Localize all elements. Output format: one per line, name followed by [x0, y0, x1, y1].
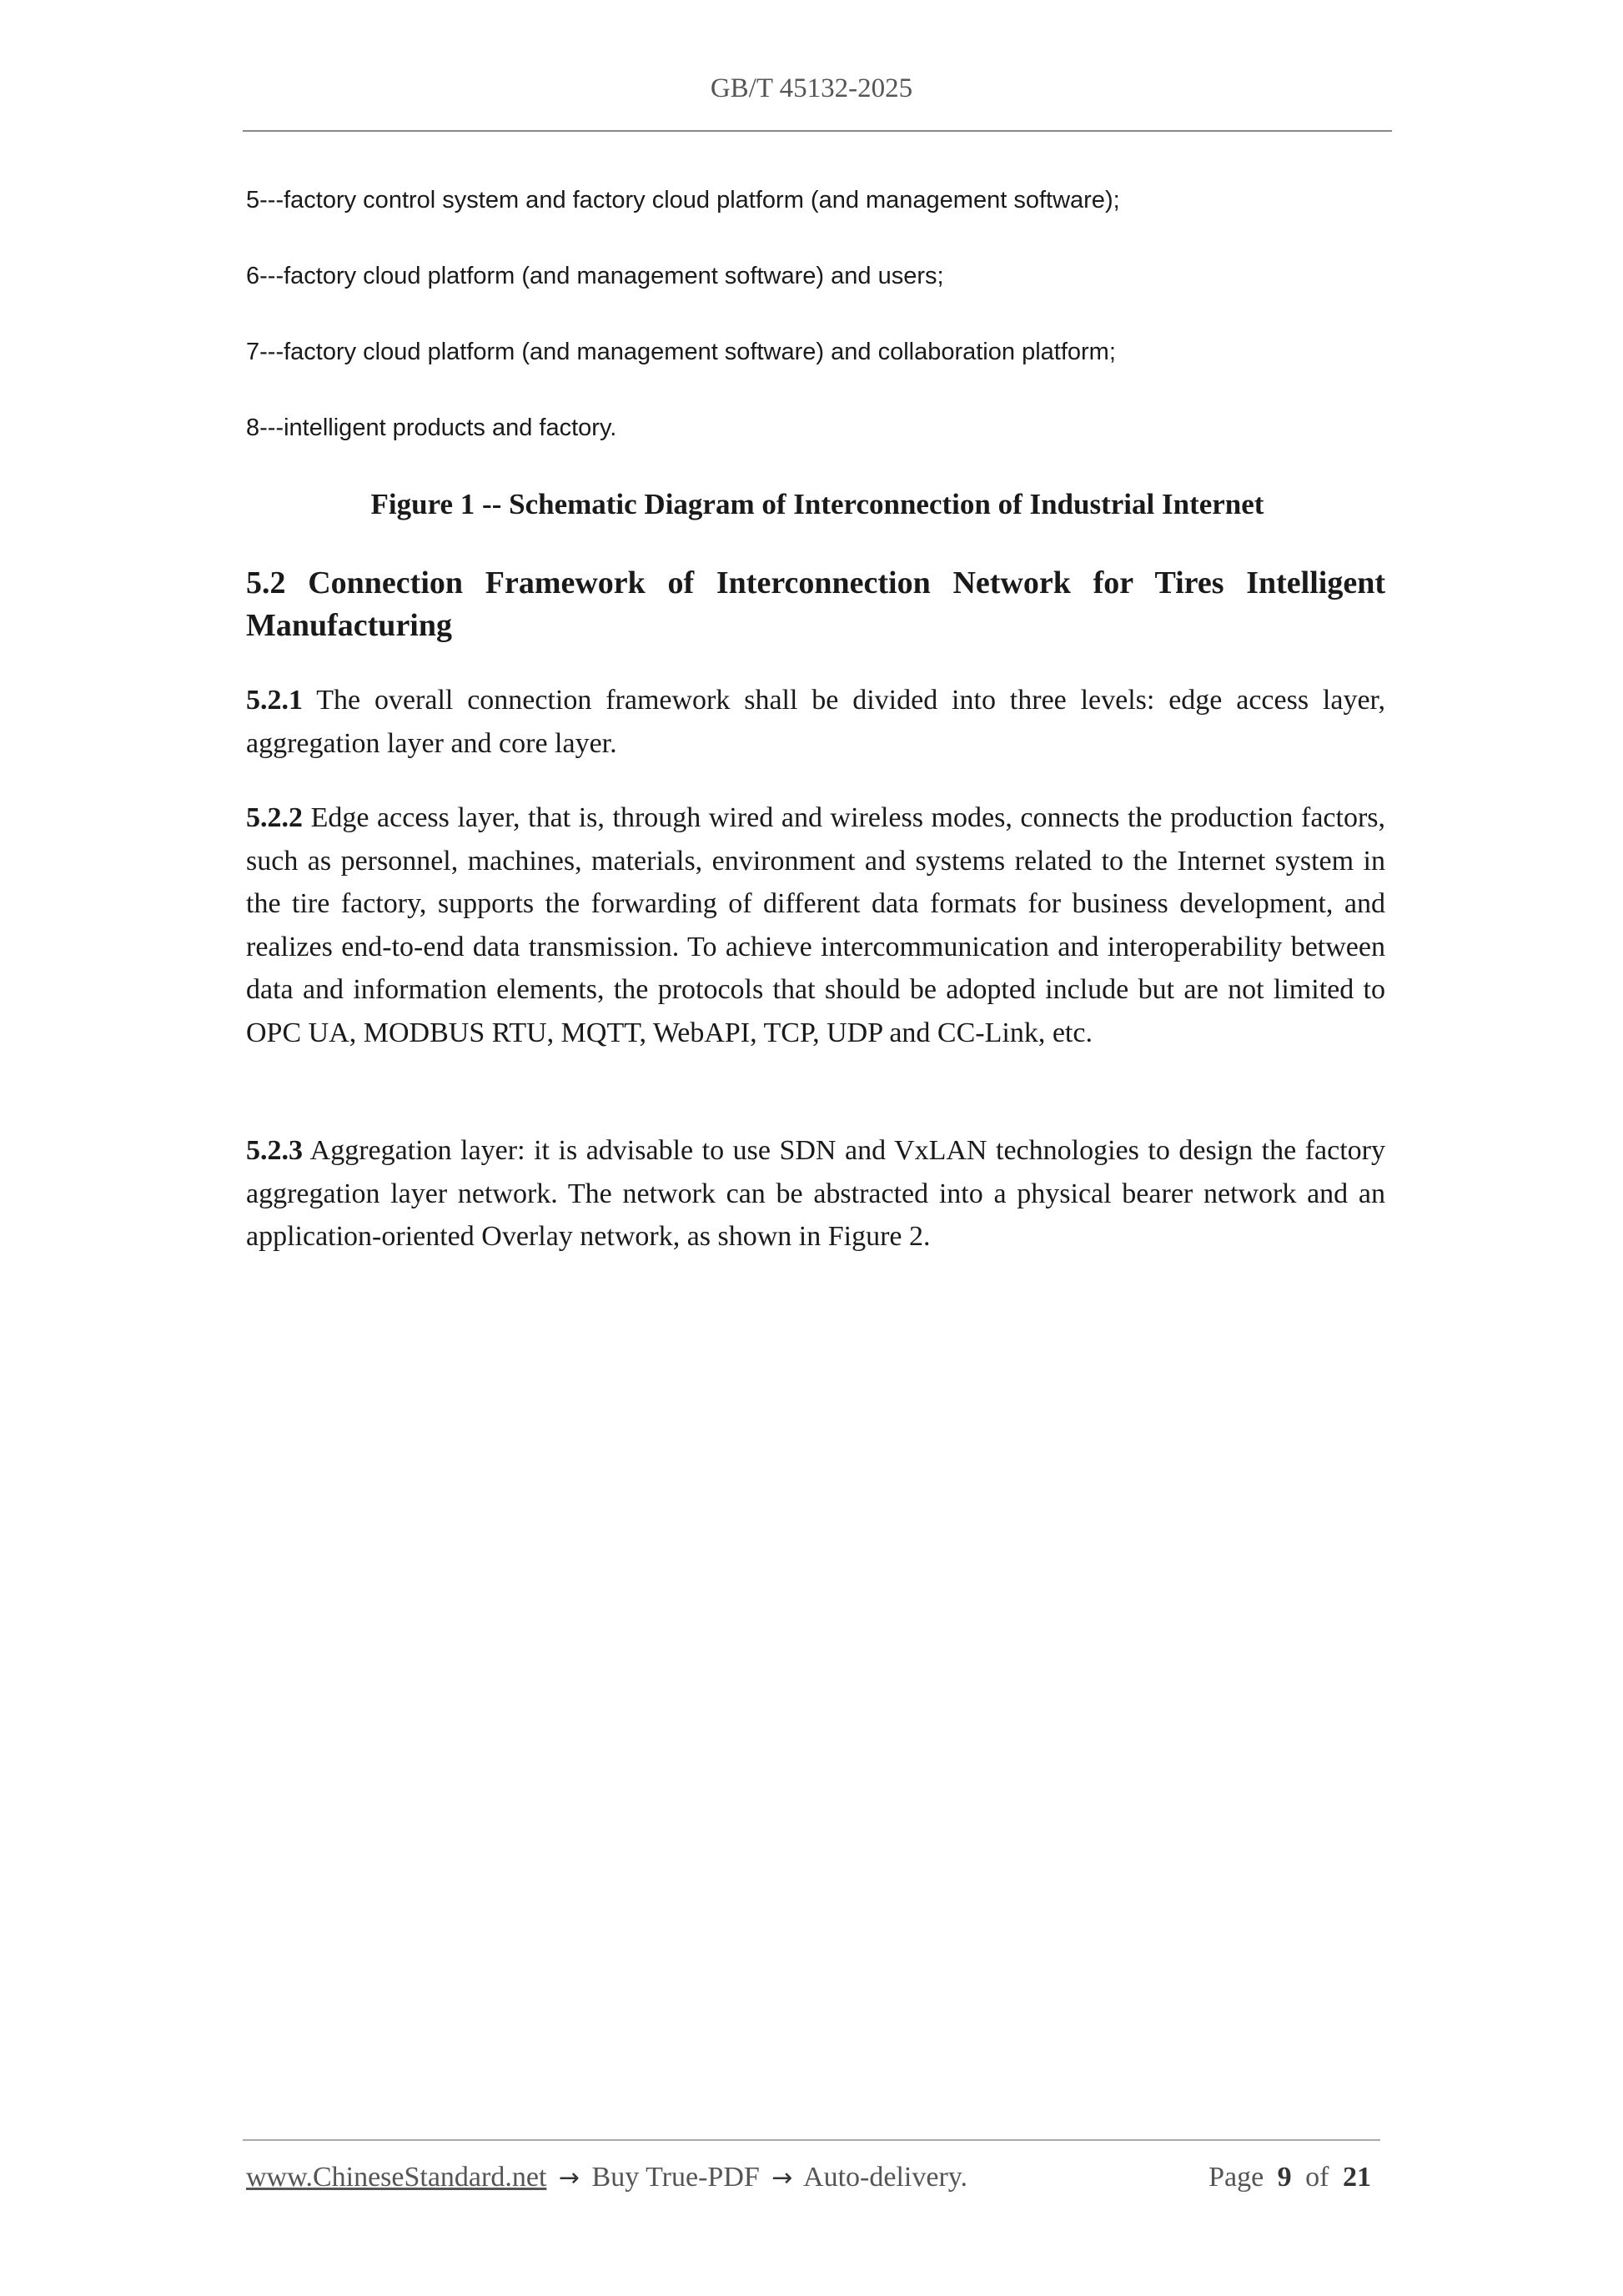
paragraph-5-2-2: [246, 796, 1385, 1054]
figure-caption: Figure 1 -- Schematic Diagram of Interconnection of Industrial Internet: [370, 488, 1264, 520]
legend-item-8: 8---intelligent products and factory.: [246, 414, 617, 441]
of-label: of: [1305, 2162, 1329, 2193]
page-total: 21: [1343, 2162, 1371, 2193]
paragraph-5-2-1: [246, 679, 1385, 765]
clause-number: 5.2.1: [246, 685, 303, 716]
legend-item-6: 6---factory cloud platform (and management software) and users;: [246, 263, 944, 289]
site-link[interactable]: www.ChineseStandard.net: [246, 2162, 547, 2193]
legend-item-7: 7---factory cloud platform (and management software) and collaboration platform;: [246, 339, 1116, 365]
arrow-right-icon: →: [771, 2163, 793, 2193]
buy-label: Buy True-PDF: [591, 2162, 760, 2193]
clause-text: Aggregation layer: it is advisable to use SDN and VxLAN technologies to design the factory aggregation layer network. The network can be abstracted into a physical bearer network and an application-oriented Overlay network, as shown in Figure 2.: [246, 1135, 1385, 1252]
page-label: Page: [1208, 2162, 1264, 2193]
clause-number: 5.2.3: [246, 1135, 303, 1166]
header-divider: [243, 130, 1392, 132]
legend-item-5: 5---factory control system and factory cloud platform (and management software);: [246, 187, 1120, 214]
clause-text: Edge access layer, that is, through wired and wireless modes, connects the production factors, such as personnel, machines, materials, environment and systems related to the Internet system in the tire factory, supports the forwarding of different data formats for business development, and realizes end-to-end data transmission. To achieve intercommunication and interoperability between data and information elements, the protocols that should be adopted include but are not limited to OPC UA, MODBUS RTU, MQTT, WebAPI, TCP, UDP and CC-Link, etc.: [246, 802, 1385, 1048]
running-header: GB/T 45132-2025: [710, 73, 913, 103]
delivery-label: Auto-delivery.: [803, 2162, 968, 2193]
clause-number: 5.2.2: [246, 802, 303, 833]
page-indicator: [1208, 2162, 1378, 2193]
page-number: 9: [1277, 2162, 1292, 2193]
footer-promo: [246, 2162, 967, 2193]
section-heading: 5.2 Connection Framework of Interconnection Network for Tires Intelligent Manufacturing: [246, 565, 1385, 643]
footer-divider: [243, 2139, 1380, 2141]
arrow-right-icon: →: [558, 2163, 580, 2193]
paragraph-5-2-3: [246, 1129, 1385, 1259]
clause-text: The overall connection framework shall be divided into three levels: edge access layer, aggregation layer and core layer.: [246, 685, 1385, 759]
